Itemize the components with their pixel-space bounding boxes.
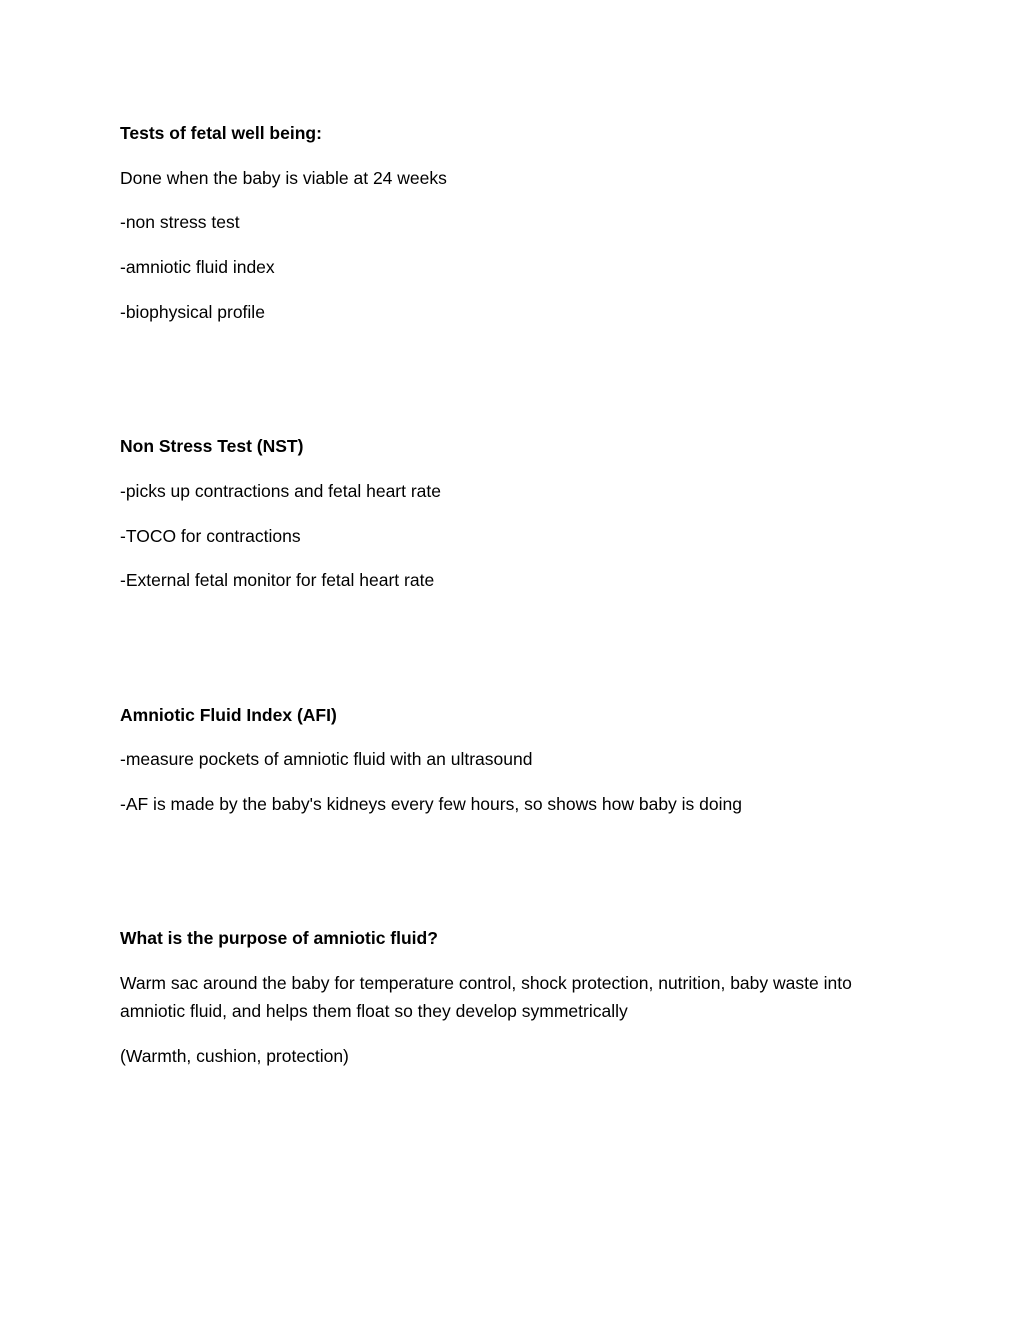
list-item: -amniotic fluid index (120, 257, 275, 277)
section-heading-afi: Amniotic Fluid Index (AFI) (120, 705, 337, 725)
list-item: -biophysical profile (120, 302, 265, 322)
section-heading-fetal-tests: Tests of fetal well being: (120, 123, 322, 143)
section-heading-nst: Non Stress Test (NST) (120, 436, 304, 456)
list-item: -picks up contractions and fetal heart rate (120, 481, 442, 501)
list-item: -TOCO for contractions (120, 526, 301, 546)
list-item: -non stress test (120, 212, 240, 232)
purpose-paragraph: Warm sac around the baby for temperature control, shock protection, nutrition, baby waste into amniotic fluid, and helps them float so they develop symmetrically (120, 973, 852, 1021)
list-item: -External fetal monitor for fetal heart rate (120, 570, 435, 590)
list-item: -measure pockets of amniotic fluid with an ultrasound (120, 749, 533, 769)
purpose-summary: (Warmth, cushion, protection) (120, 1046, 349, 1066)
section-heading-amniotic-purpose: What is the purpose of amniotic fluid? (120, 928, 438, 948)
section-intro-viability: Done when the baby is viable at 24 weeks (120, 168, 447, 188)
list-item: -AF is made by the baby's kidneys every few hours, so shows how baby is doing (120, 794, 742, 814)
